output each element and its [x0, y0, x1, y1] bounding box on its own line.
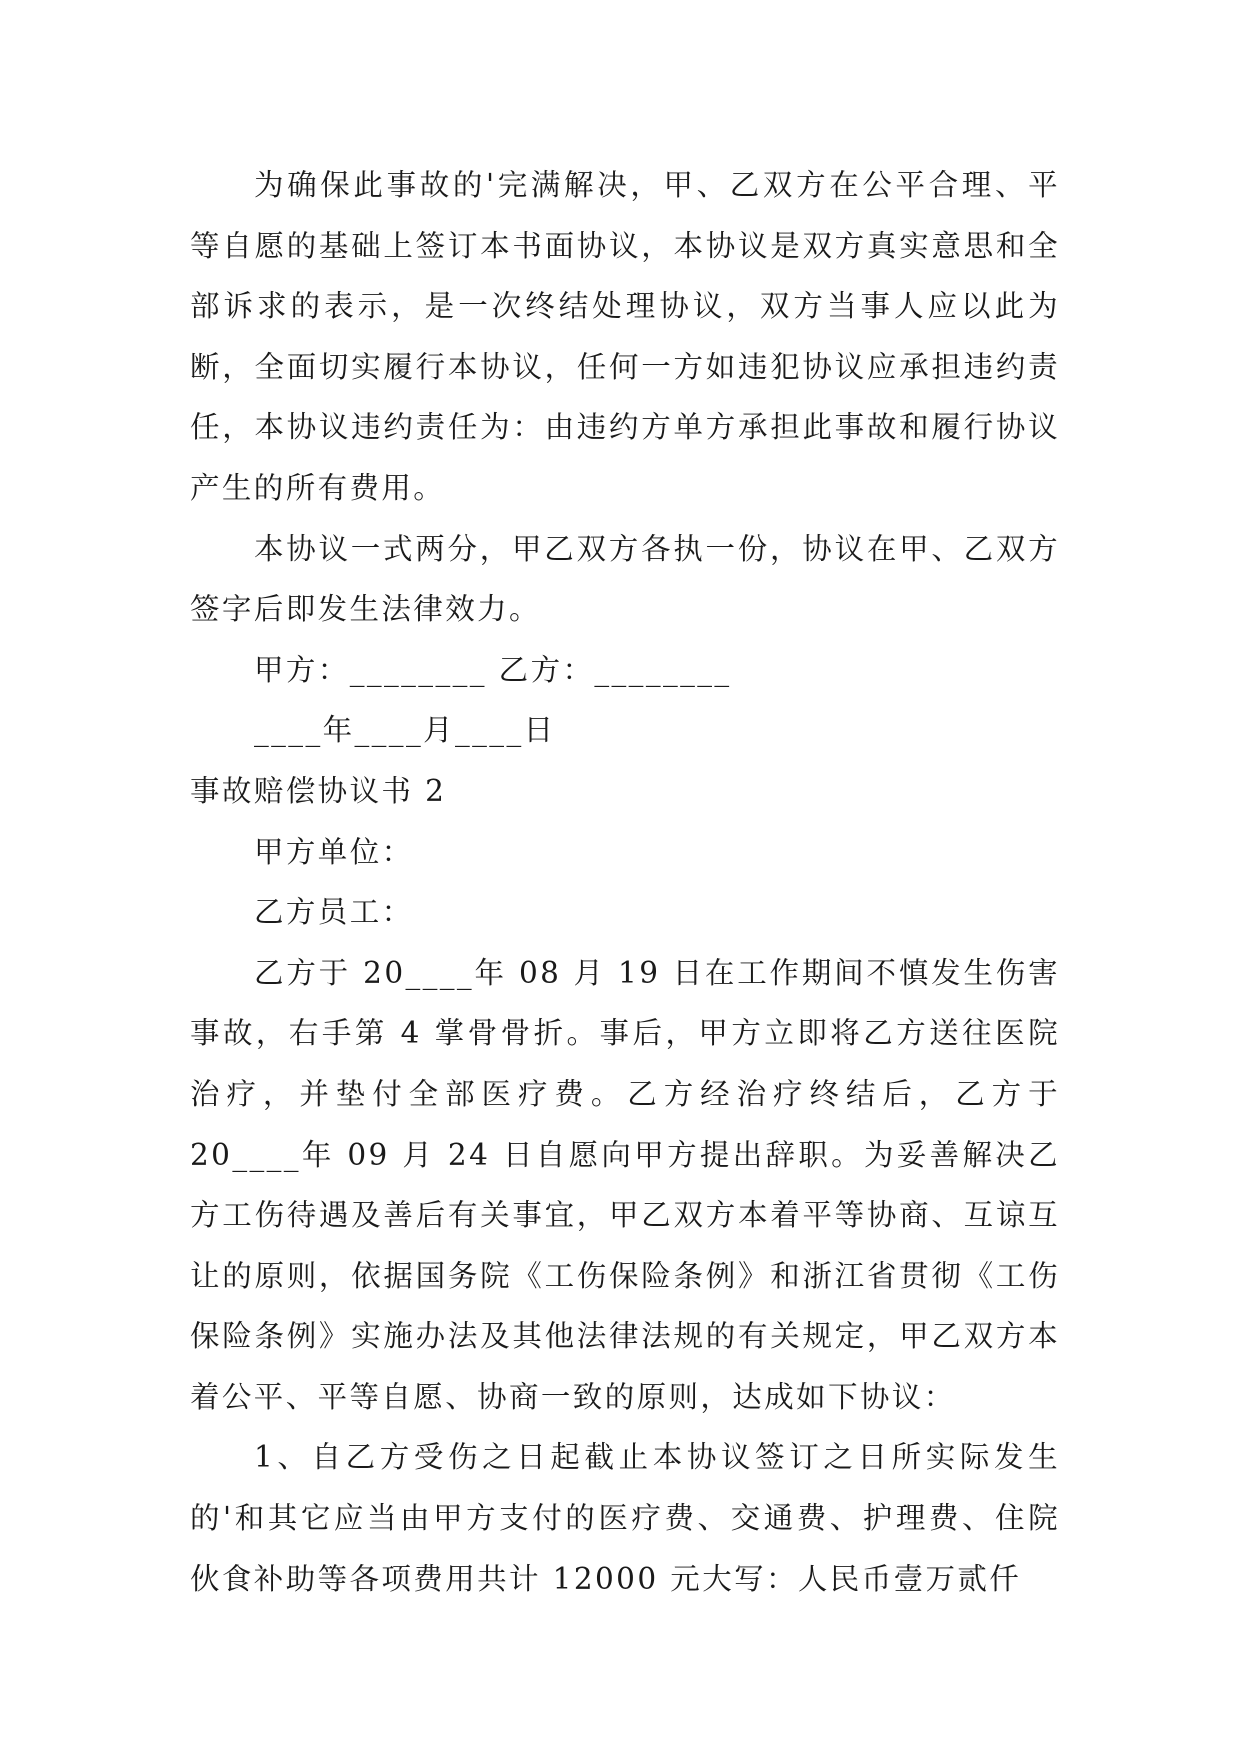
party-a-unit: 甲方单位：: [254, 834, 414, 869]
document-page: [190, 155, 1060, 1609]
paragraph-incident: 乙方于 20____年 08 月 19 日在工作期间不慎发生伤害事故，右手第 4 掌骨骨折。事后，甲方立即将乙方送往医院治疗，并垫付全部医疗费。乙方经治疗终结后，乙方于 20____年 09 月 24 日自愿向甲方提出辞职。为妥善解决乙方工伤待遇及善后有关事宜，甲乙双方本着平等协商、互谅互让的原则，依据国务院《工伤保险条例》和浙江省贯彻《工伤保险条例》实施办法及其他法律法规的有关规定，甲乙双方本着公平、平等自愿、协商一致的原则，达成如下协议：: [190, 955, 1060, 1414]
section-title: 事故赔偿协议书 2: [190, 773, 447, 808]
paragraph-copies: 本协议一式两分，甲乙双方各执一份，协议在甲、乙双方签字后即发生法律效力。: [190, 531, 1060, 627]
paragraph-breach-liability: 为确保此事故的'完满解决，甲、乙双方在公平合理、平等自愿的基础上签订本书面协议，本协议是双方真实意思和全部诉求的表示，是一次终结处理协议，双方当事人应以此为断，全面切实履行本协议，任何一方如违犯协议应承担违约责任，本协议违约责任为：由违约方单方承担此事故和履行协议产生的所有费用。: [190, 168, 1060, 505]
date-line: ____年____月____日: [254, 713, 556, 748]
party-b-employee: 乙方员工：: [254, 895, 414, 930]
paragraph-clause-1: 1、自乙方受伤之日起截止本协议签订之日所实际发生的'和其它应当由甲方支付的医疗费、交通费、护理费、住院伙食补助等各项费用共计 12000 元大写：人民币壹万贰仟: [190, 1440, 1060, 1596]
signature-line: 甲方：________ 乙方：________: [254, 652, 732, 687]
